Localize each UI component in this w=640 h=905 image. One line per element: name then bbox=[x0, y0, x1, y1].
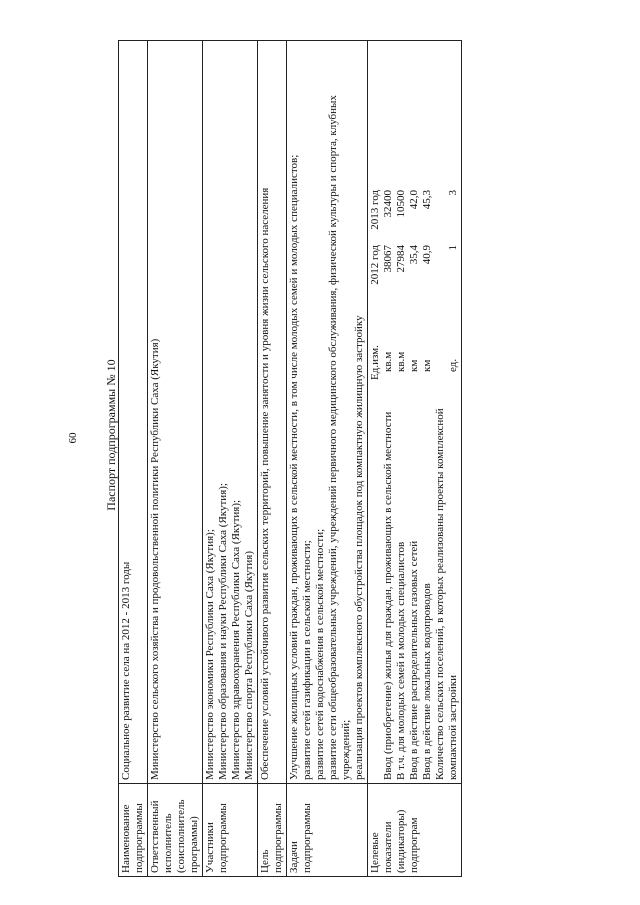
task-line: развитие сетей газификации в сельской местности; bbox=[301, 540, 313, 780]
indicator-value-2012: 27984 bbox=[395, 245, 407, 273]
indicator-unit: км bbox=[421, 359, 433, 372]
indicator-value-2013: 3 bbox=[447, 190, 459, 196]
passport-table bbox=[118, 40, 462, 877]
indicator-name: В т.ч. для молодых семей и молодых специалистов bbox=[395, 541, 407, 780]
participant-line: Министерство здравоохранения Республики Саха (Якутия); bbox=[230, 499, 242, 780]
table-row bbox=[368, 41, 462, 877]
participant-line: Министерство экономики Республики Саха (Якутия); bbox=[204, 529, 216, 780]
row-value-tasks bbox=[287, 41, 368, 784]
indicator-value-2013: 10500 bbox=[395, 190, 407, 218]
task-line: реализация проектов комплексного обустройства площадок под компактную жилищную застройку bbox=[353, 315, 365, 780]
table-row bbox=[203, 41, 258, 877]
indicator-name: Ввод (приобретение) жилья для граждан, проживающих в сельской местности bbox=[382, 411, 394, 780]
indicator-row bbox=[434, 44, 460, 780]
indicator-unit: кв.м bbox=[382, 351, 394, 372]
row-value-indicators bbox=[368, 41, 462, 784]
indicator-value-2012: 35,4 bbox=[408, 245, 420, 265]
indicator-value-2012: 1 bbox=[447, 245, 459, 251]
table-row bbox=[287, 41, 368, 877]
indicator-row bbox=[421, 44, 434, 780]
table-row bbox=[148, 41, 203, 877]
participant-line: Министерство образования и науки Республики Саха (Якутия); bbox=[217, 483, 229, 780]
indicator-value-2012: 38067 bbox=[382, 245, 394, 273]
year-2013-header: 2013 год bbox=[369, 190, 381, 230]
indicator-name: Ввод в действие локальных водопроводов bbox=[421, 583, 433, 780]
indicator-value-2013: 42,0 bbox=[408, 190, 420, 210]
indicator-value-2013: 32400 bbox=[382, 190, 394, 218]
indicator-value-2012: 40,9 bbox=[421, 245, 433, 265]
task-line: развитие сети общеобразовательных учреждений, учреждений первичного медицинского обслуживания, физической культуры и спорта, клубных учреждений; bbox=[327, 95, 352, 780]
unit-header: Ед.изм. bbox=[369, 345, 381, 380]
row-label-tasks: Задачи подпрограммы bbox=[287, 784, 368, 877]
task-line: развитие сетей водоснабжения в сельской местности; bbox=[314, 528, 326, 780]
page-number: 60 bbox=[67, 432, 79, 444]
task-line: Улучшение жилищных условий граждан, проживающих в сельской местности, в том числе молодых семей и молодых специалистов; bbox=[288, 154, 300, 780]
table-row bbox=[119, 41, 148, 877]
row-label-participants: Участники подпрограммы bbox=[203, 784, 258, 877]
row-label-name: Наименование подпрограммы bbox=[119, 784, 148, 877]
indicator-unit: ед. bbox=[447, 358, 459, 372]
participant-line: Министерство спорта Республики Саха (Якутия) bbox=[243, 550, 255, 780]
row-label-indicators: Целевые показатели (индикаторы) подпрограм bbox=[368, 784, 462, 877]
indicator-row bbox=[382, 44, 395, 780]
row-label-responsible: Ответственный исполнитель (соисполнитель программы) bbox=[148, 784, 203, 877]
row-value-participants bbox=[203, 41, 258, 784]
row-value-goal: Обеспечение условий устойчивого развития сельских территорий, повышение занятости и уровня жизни сельского населения bbox=[258, 41, 287, 784]
indicator-unit: кв.м bbox=[395, 351, 407, 372]
indicator-value-2013: 45,3 bbox=[421, 190, 433, 210]
indicator-name: Ввод в действие распределительных газовых сетей bbox=[408, 540, 420, 780]
row-label-goal: Цель подпрограммы bbox=[258, 784, 287, 877]
row-value-name: Социальное развитие села на 2012 - 2013 годы bbox=[119, 41, 148, 784]
row-value-responsible: Министерство сельского хозяйства и продовольственной политики Республики Саха (Якутия) bbox=[148, 41, 203, 784]
indicators-header bbox=[369, 44, 382, 780]
document-title: Паспорт подпрограммы № 10 bbox=[104, 359, 118, 511]
indicator-name: Количество сельских поселений, в которых реализованы проекты комплексной компактной застройки bbox=[434, 408, 459, 780]
indicator-unit: км bbox=[408, 359, 420, 372]
indicator-row bbox=[395, 44, 408, 780]
table-row bbox=[258, 41, 287, 877]
indicator-row bbox=[408, 44, 421, 780]
year-2012-header: 2012 год bbox=[369, 245, 381, 285]
